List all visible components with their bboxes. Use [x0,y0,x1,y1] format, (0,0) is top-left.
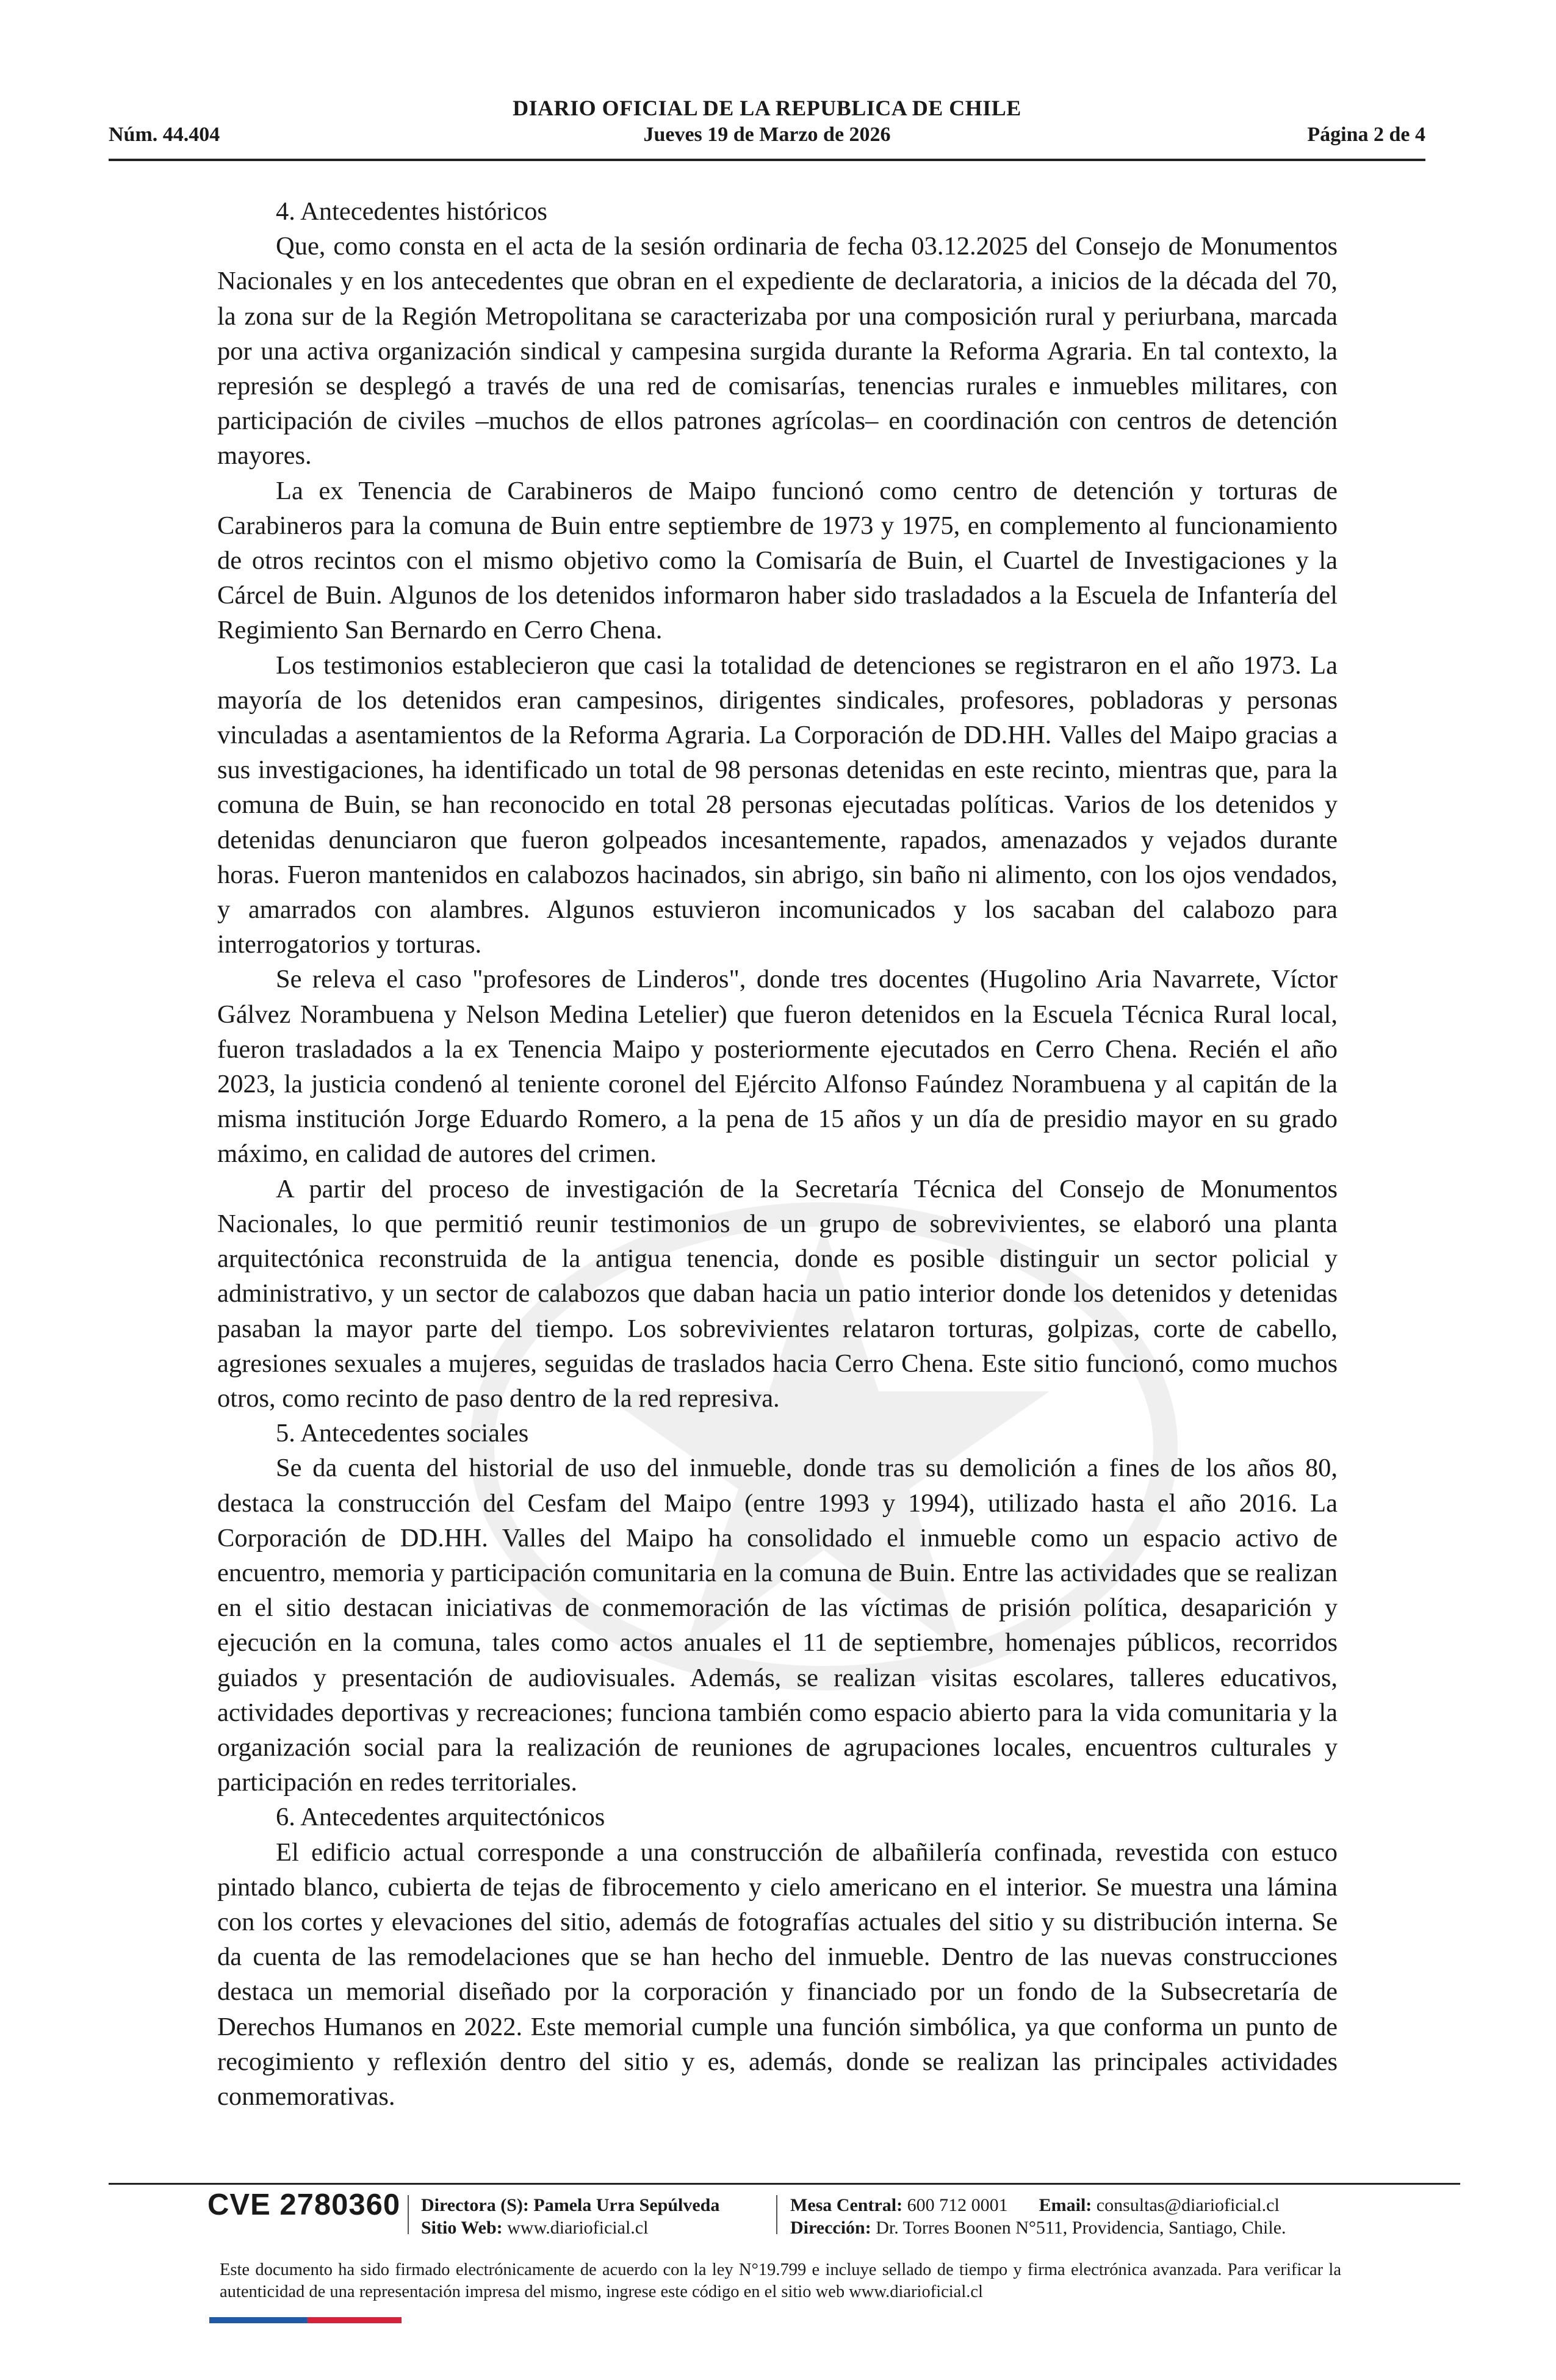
page-header [109,92,1425,161]
footer-separator [408,2195,409,2234]
signature-disclaimer: Este documento ha sido firmado electrónicamente de acuerdo con la ley N°19.799 e incluye sellado de tiempo y firma electrónica avanzada. Para verificar la autenticidad de una representación impresa del mismo, ingrese este código en el sitio web www.diarioficial.cl [220,2260,1341,2301]
website-link[interactable]: www.diarioficial.cl [507,2218,649,2238]
issue-number: Núm. 44.404 [109,123,220,146]
phone-number: 600 712 0001 [907,2195,1008,2215]
body-paragraph: Los testimonios establecieron que casi la totalidad de detenciones se registraron en el año 1973. La mayoría de los detenidos eran campesinos, dirigentes sindicales, profesores, pobladoras y personas vinculadas a asentamientos de la Reforma Agraria. La Corporación de DD.HH. Valles del Maipo gracias a sus investigaciones, ha identificado un total de 98 personas detenidas en este recinto, mientras que, para la comuna de Buin, se han reconocido en total 28 personas ejecutadas políticas. Varios de los detenidos y detenidas denunciaron que fueron golpeados incesantemente, rapados, amenazados y vejados durante horas. Fueron mantenidos en calabozos hacinados, sin abrigo, sin baño ni alimento, con los ojos vendados, y amarrados con alambres. Algunos estuvieron incomunicados y los sacaban del calabozo para interrogatorios y torturas. [217,651,1338,959]
phone-label: Mesa Central: [790,2195,903,2215]
footer-director [421,2194,719,2216]
section-heading: 6. Antecedentes arquitectónicos [276,1803,605,1832]
director-name: Pamela Urra Sepúlveda [533,2195,720,2215]
body-paragraph: A partir del proceso de investigación de la Secretaría Técnica del Consejo de Monumentos Nacionales, lo que permitió reunir testimonios de un grupo de sobrevivientes, se elaboró una planta arquitectónica reconstruida de la antigua tenencia, donde es posible distinguir un sector policial y administrativo, y un sector de calabozos que daban hacia un patio interior donde los detenidos y detenidas pasaban la mayor parte del tiempo. Los sobrevivientes relataron torturas, golpizas, corte de cabello, agresiones sexuales a mujeres, seguidas de traslados hacia Cerro Chena. Este sitio funcionó, como muchos otros, como recinto de paso dentro de la red represiva. [217,1174,1338,1413]
chile-flag-stripe [209,2317,402,2323]
document-body [217,194,1338,2114]
email-link[interactable]: consultas@diarioficial.cl [1096,2195,1280,2215]
body-paragraph: Se releva el caso "profesores de Linderos", donde tres docentes (Hugolino Aria Navarrete, Víctor Gálvez Norambuena y Nelson Medina Letelier) que fueron detenidos en la Escuela Técnica Rural local, fueron trasladados a la ex Tenencia Maipo y posteriormente ejecutados en Cerro Chena. Recién el año 2023, la justicia condenó al teniente coronel del Ejército Alfonso Faúndez Norambuena y al capitán de la misma institución Jorge Eduardo Romero, a la pena de 15 años y un día de presidio mayor en su grado máximo, en calidad de autores del crimen. [217,965,1338,1169]
page-number: Página 2 de 4 [1307,123,1425,146]
footer-address [790,2216,1286,2239]
section-heading: 4. Antecedentes históricos [276,197,547,226]
body-paragraph: Se da cuenta del historial de uso del inmueble, donde tras su demolición a fines de los años 80, destaca la construcción del Cesfam del Maipo (entre 1993 y 1994), utilizado hasta el año 2016. La Corporación de DD.HH. Valles del Maipo ha consolidado el inmueble como un espacio activo de encuentro, memoria y participación comunitaria en la comuna de Buin. Entre las actividades que se realizan en el sitio destacan iniciativas de conmemoración de las víctimas de prisión política, desaparición y ejecución en la comuna, tales como actos anuales el 11 de septiembre, homenajes públicos, recorridos guiados y presentación de audiovisuales. Además, se realizan visitas escolares, talleres educativos, actividades deportivas y recreaciones; funciona también como espacio abierto para la vida comunitaria y la organización social para la realización de reuniones de agrupaciones locales, encuentros culturales y participación en redes territoriales. [217,1454,1338,1797]
address-label: Dirección: [790,2218,871,2238]
body-paragraph: Que, como consta en el acta de la sesión ordinaria de fecha 03.12.2025 del Consejo de Monumentos Nacionales y en los antecedentes que obran en el expediente de declaratoria, a inicios de la década del 70, la zona sur de la Región Metropolitana se caracterizaba por una composición rural y periurbana, marcada por una activa organización sindical y campesina surgida durante la Reforma Agraria. En tal contexto, la represión se desplegó a través de una red de comisarías, tenencias rurales e inmuebles militares, con participación de civiles –muchos de ellos patrones agrícolas– en coordinación con centros de detención mayores. [217,232,1338,471]
footer-contact [790,2194,1280,2216]
email-label: Email: [1039,2195,1092,2215]
issue-date: Jueves 19 de Marzo de 2026 [643,123,891,146]
cve-code: CVE 2780360 [207,2188,401,2221]
website-label: Sitio Web: [421,2218,503,2238]
section-heading: 5. Antecedentes sociales [276,1419,529,1448]
body-paragraph: El edificio actual corresponde a una construcción de albañilería confinada, revestida con estuco pintado blanco, cubierta de tejas de fibrocemento y cielo americano en el interior. Se muestra una lámina con los cortes y elevaciones del sitio, además de fotografías actuales del sitio y su distribución interna. Se da cuenta de las remodelaciones que se han hecho del inmueble. Dentro de las nuevas construcciones destaca un memorial diseñado por la corporación y financiado por un fondo de la Subsecretaría de Derechos Humanos en 2022. Este memorial cumple una función simbólica, ya que conforma un punto de recogimiento y reflexión dentro del sitio y es, además, donde se realizan las principales actividades conmemorativas. [217,1837,1338,2111]
flag-blue-bar [209,2317,307,2323]
footer-separator [776,2195,777,2234]
footer-website [421,2216,648,2239]
newspaper-title: DIARIO OFICIAL DE LA REPUBLICA DE CHILE [513,96,1021,120]
flag-red-bar [307,2317,402,2323]
director-label: Directora (S): [421,2195,529,2215]
address-value: Dr. Torres Boonen N°511, Providencia, Santiago, Chile. [876,2218,1286,2238]
footer-divider [109,2183,1460,2185]
body-paragraph: La ex Tenencia de Carabineros de Maipo funcionó como centro de detención y torturas de Carabineros para la comuna de Buin entre septiembre de 1973 y 1975, en complemento al funcionamiento de otros recintos con el mismo objetivo como la Comisaría de Buin, el Cuartel de Investigaciones y la Cárcel de Buin. Algunos de los detenidos informaron haber sido trasladados a la Escuela de Infantería del Regimiento San Bernardo en Cerro Chena. [217,476,1338,645]
